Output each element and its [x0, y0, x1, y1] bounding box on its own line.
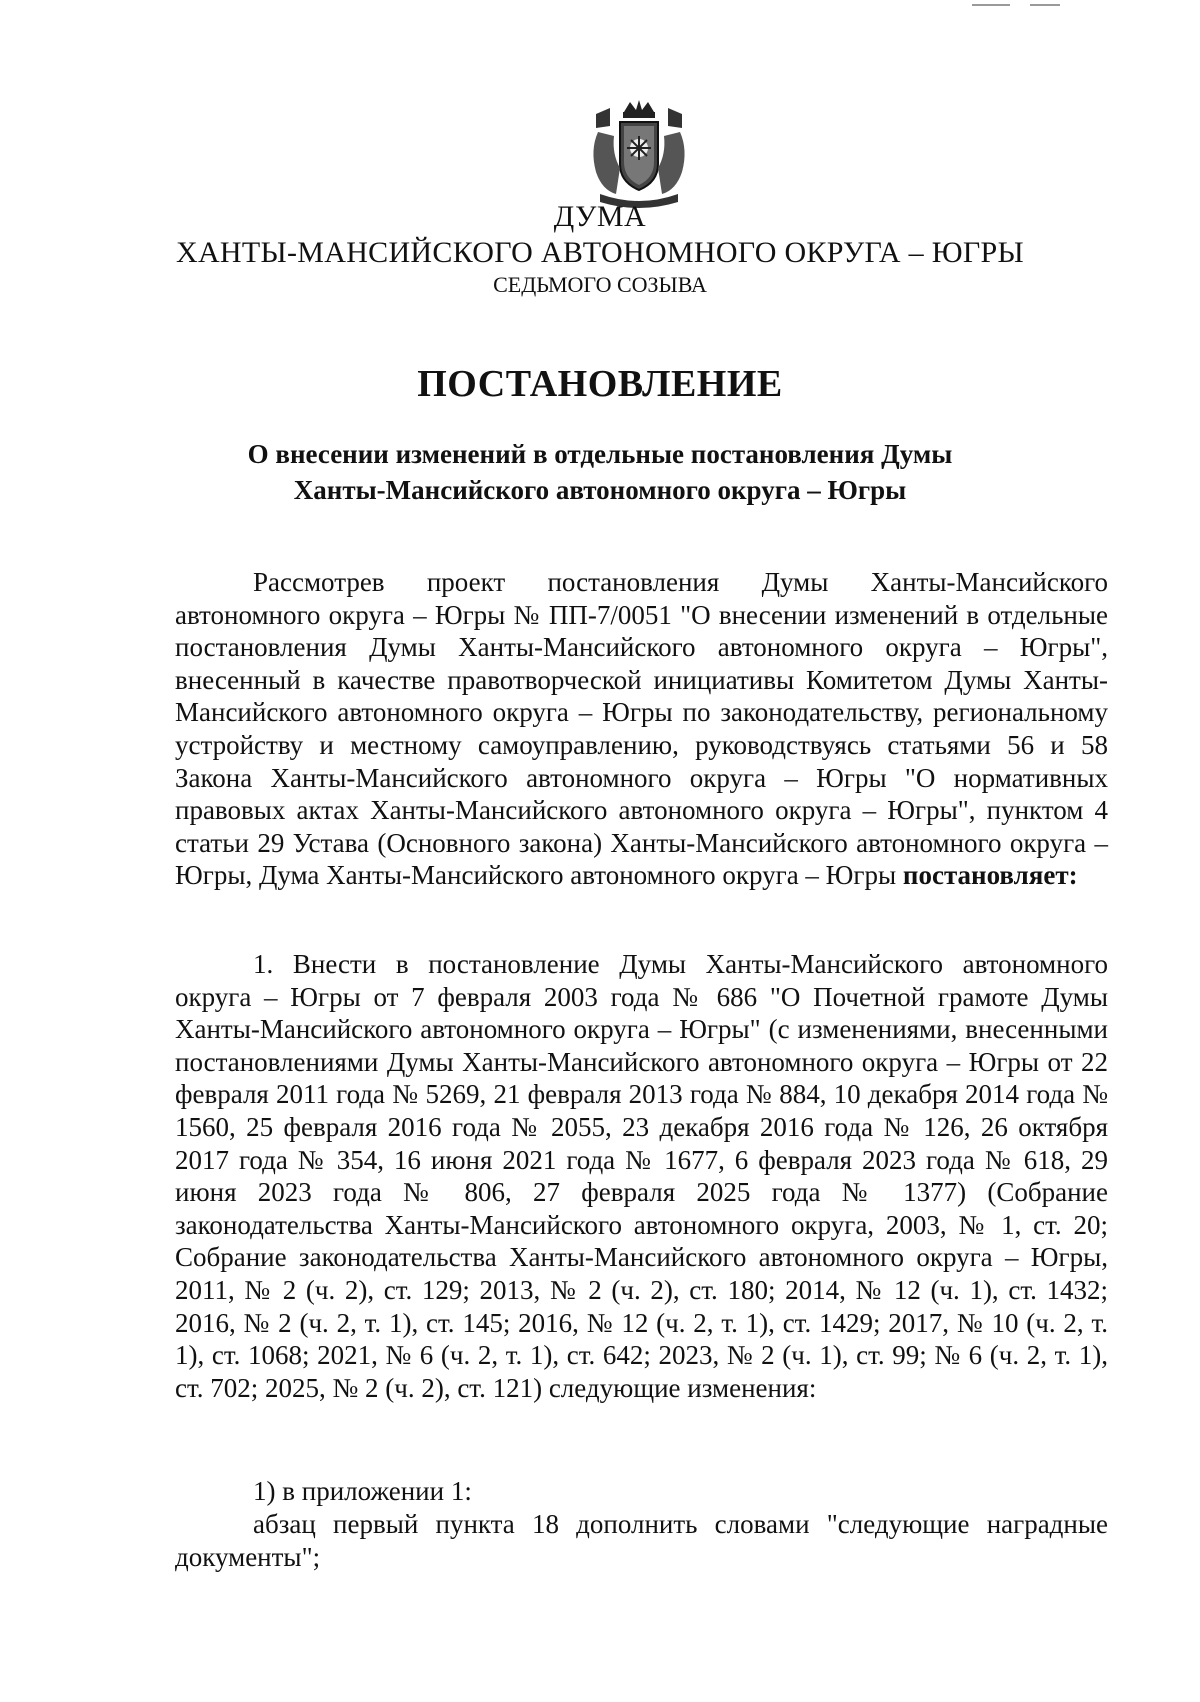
- subpoint-1: 1) в приложении 1:: [253, 1476, 472, 1506]
- preamble-paragraph: [175, 566, 1108, 892]
- point-1-paragraph: 1. Внести в постановление Думы Ханты-Мансийского автономного округа – Югры от 7 февраля 2003 года № 686 "О Почетной грамоте Думы Ханты-Мансийского автономного округа – Югры" (с изменениями, внесенными постановлениями Думы Ханты-Мансийского автономного округа – Югры от 22 февраля 2011 года № 5269, 21 февраля 2013 года № 884, 10 декабря 2014 года № 1560, 25 февраля 2016 года № 2055, 23 декабря 2016 года № 126, 26 октября 2017 года № 354, 16 июня 2021 года № 1677, 6 февраля 2023 года № 618, 29 июня 2023 года № 806, 27 февраля 2025 года № 1377) (Собрание законодательства Ханты-Мансийского автономного округа, 2003, № 1, ст. 20; Собрание законодательства Ханты-Мансийского автономного округа – Югры, 2011, № 2 (ч. 2), ст. 129; 2013, № 2 (ч. 2), ст. 180; 2014, № 12 (ч. 1), ст. 1432; 2016, № 2 (ч. 2, т. 1), ст. 145; 2016, № 12 (ч. 2, т. 1), ст. 1429; 2017, № 10 (ч. 2, т. 1), ст. 1068; 2021, № 6 (ч. 2, т. 1), ст. 642; 2023, № 2 (ч. 1), ст. 99; № 6 (ч. 2, т. 1), ст. 702; 2025, № 2 (ч. 2), ст. 121) следующие изменения:: [175, 949, 1108, 1403]
- subject-line-1: О внесении изменений в отдельные постановления Думы: [247, 439, 953, 469]
- coat-of-arms-emblem: [586, 98, 692, 208]
- document-subject: [0, 436, 1200, 508]
- issuer-name: ДУМА: [553, 200, 647, 233]
- scan-edge-marks: [972, 2, 1092, 8]
- issuer-region: ХАНТЫ-МАНСИЙСКОГО АВТОНОМНОГО ОКРУГА – ЮГРЫ: [175, 236, 1024, 269]
- document-type-title: ПОСТАНОВЛЕНИЕ: [417, 363, 783, 405]
- preamble-text: Рассмотрев проект постановления Думы Ханты-Мансийского автономного округа – Югры № ПП-7/0051 "О внесении изменений в отдельные постановления Думы Ханты-Мансийского автономного округа – Югры", внесенный в качестве правотворческой инициативы Комитетом Думы Ханты-Мансийского автономного округа – Югры по законодательству, региональному устройству и местному самоуправлению, руководствуясь статьями 56 и 58 Закона Ханты-Мансийского автономного округа – Югры "О нормативных правовых актах Ханты-Мансийского автономного округа – Югры", пунктом 4 статьи 29 Устава (Основного закона) Ханты-Мансийского автономного округа – Югры, Дума Ханты-Мансийского автономного округа – Югры: [175, 567, 1108, 891]
- subject-line-2: Ханты-Мансийского автономного округа – Югры: [293, 475, 907, 505]
- subpoint-1-text: абзац первый пункта 18 дополнить словами "следующие наградные документы";: [175, 1509, 1108, 1572]
- convocation: СЕДЬМОГО СОЗЫВА: [493, 272, 707, 297]
- resolves-keyword: постановляет:: [902, 860, 1078, 891]
